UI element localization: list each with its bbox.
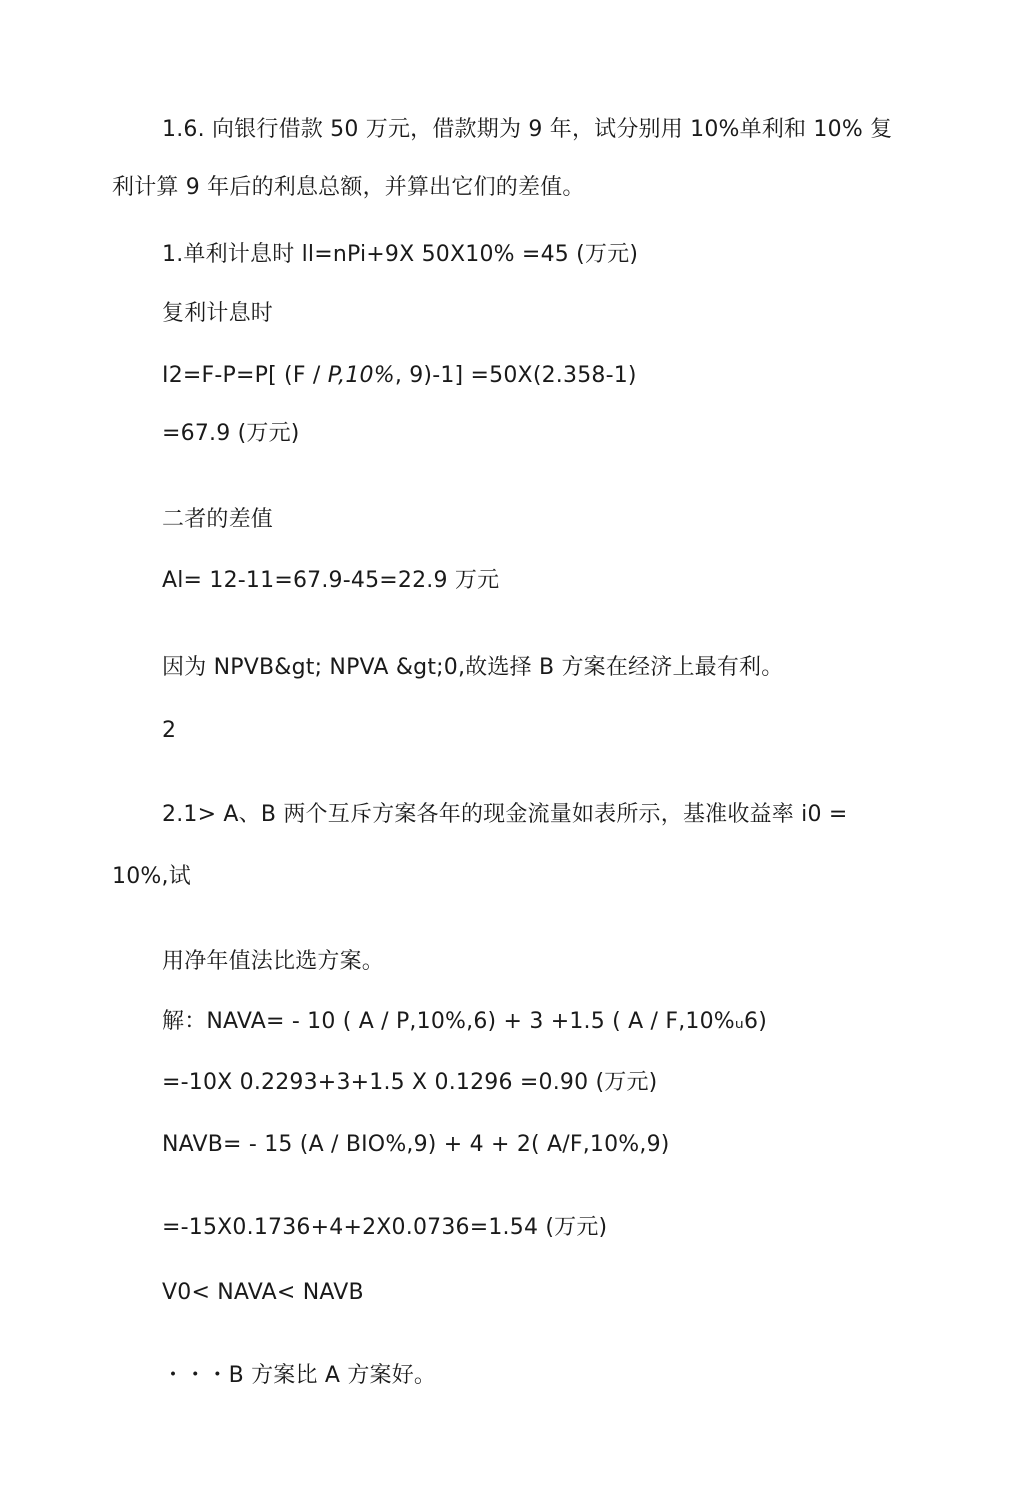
a16-diff-label: 二者的差值 bbox=[162, 507, 274, 532]
a16-compound-formula bbox=[162, 361, 637, 391]
q21-line-2: 10%,试 bbox=[112, 864, 191, 889]
a16-simple-interest: 1.单利计息时 ll=nPi+9X 50X10% =45 (万元) bbox=[162, 242, 639, 267]
a16-compound-formula-b: , 9)-1] =50X(2.358-1) bbox=[394, 363, 637, 388]
a16-compound-result: =67.9 (万元) bbox=[162, 421, 300, 446]
q16-line-1: 1.6. 向银行借款 50 万元，借款期为 9 年，试分别用 10%单利和 10% 复 bbox=[162, 117, 893, 142]
a16-compound-formula-italic: P,10% bbox=[327, 363, 395, 388]
a21-navb-result: =-15X0.1736+4+2X0.0736=1.54 (万元) bbox=[162, 1215, 608, 1240]
a21-conclusion: ・・・B 方案比 A 方案好。 bbox=[162, 1363, 437, 1388]
a16-diff-formula: Al= 12-11=67.9-45=22.9 万元 bbox=[162, 568, 500, 593]
q21-line-3: 用净年值法比选方案。 bbox=[162, 949, 385, 974]
a21-nava-result: =-10X 0.2293+3+1.5 X 0.1296 =0.90 (万元) bbox=[162, 1070, 658, 1095]
a21-compare: V0< NAVA< NAVB bbox=[162, 1280, 364, 1305]
section-number: 2 bbox=[162, 718, 177, 743]
a16-compound-label: 复利计息时 bbox=[162, 301, 274, 326]
a21-nava: 解：NAVA= - 10 ( A / P,10%,6) + 3 +1.5 ( A / F,10%ᵤ6) bbox=[162, 1009, 767, 1034]
q21-line-1: 2.1> A、B 两个互斥方案各年的现金流量如表所示，基准收益率 i0 = bbox=[162, 802, 848, 827]
a16-compound-formula-a: I2=F-P=P[ (F / bbox=[162, 363, 328, 388]
q16-line-2: 利计算 9 年后的利息总额，并算出它们的差值。 bbox=[112, 175, 585, 200]
conclusion-npv: 因为 NPVB&gt; NPVA &gt;0,故选择 B 方案在经济上最有利。 bbox=[162, 655, 784, 680]
a21-navb: NAVB= - 15 (A / BIO%,9) + 4 + 2( A/F,10%,9) bbox=[162, 1132, 670, 1157]
